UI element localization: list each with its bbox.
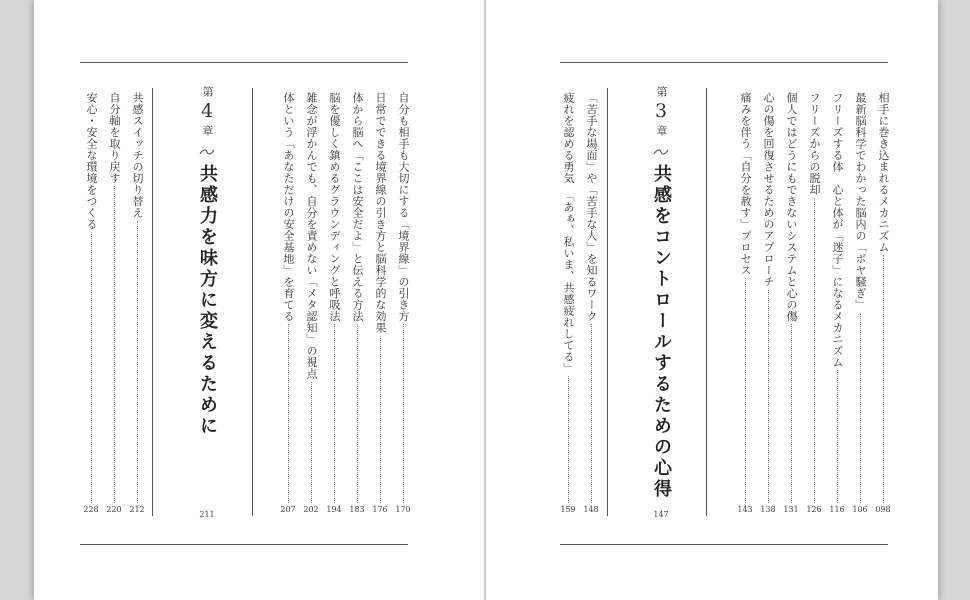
right-divider-2 [607,88,608,516]
chapter-4-heading[interactable] [192,86,222,437]
toc-entry[interactable] [561,92,575,515]
leader-dots [403,324,404,503]
toc-entry-page: 143 [737,505,753,514]
chapter-number: 4 [200,100,214,122]
toc-entry-page: 138 [760,505,776,514]
toc-entry-page: 202 [303,505,319,514]
toc-entry[interactable] [130,92,144,515]
leader-dots [137,221,138,504]
toc-entry-title: 心の傷を回復させるためのアプローチ [762,92,775,288]
toc-entry[interactable] [738,92,752,515]
leader-dots [591,324,592,503]
right-bottom-rule [560,544,888,545]
chapter-suffix: 章 [655,125,668,136]
toc-entry[interactable] [584,92,598,515]
toc-entry-title: 日常でできる境界線の引き方と脳科学的な効果 [374,92,387,334]
toc-entry[interactable] [876,92,890,515]
right-divider [706,88,707,516]
chapter-3-heading[interactable] [646,86,676,500]
toc-entry-page: 106 [852,505,868,514]
leader-dots [860,313,861,504]
toc-entry[interactable] [327,92,341,515]
toc-entry[interactable] [84,92,98,515]
toc-entry[interactable] [373,92,387,515]
toc-entry-page: 126 [806,505,822,514]
toc-entry-title: 疲れを認める勇気 「あぁ、私いま、共感疲れしてる」 [562,92,575,374]
chapter-prefix: 第 [201,86,214,97]
toc-entry-page: 212 [129,505,145,514]
chapter-prefix: 第 [655,86,668,97]
left-top-rule [80,62,408,63]
toc-entry-page: 220 [106,505,122,514]
toc-entry[interactable] [761,92,775,515]
toc-entry-title: 最新脳科学でわかった脳内の「ボヤ騒ぎ」 [854,92,867,311]
left-bottom-rule [80,544,408,545]
toc-entry[interactable] [281,92,295,515]
toc-entry[interactable] [830,92,844,515]
leader-dots [288,324,289,503]
toc-entry-title: 雑念が浮かんでも、自分を責めない「メタ認知」の視点 [305,92,318,380]
leader-dots [334,324,335,503]
chapter-suffix: 章 [201,125,214,136]
toc-entry-title: 相手に巻き込まれるメカニズム [877,92,890,253]
leader-dots [768,290,769,504]
left-divider [252,88,253,516]
leader-dots [791,324,792,503]
toc-entry-page: 228 [83,505,99,514]
chapter-4-page: 211 [199,510,215,519]
toc-entry[interactable] [807,92,821,515]
toc-entry-title: 安心・安全な環境をつくる [85,92,98,230]
toc-entry-page: 116 [829,505,845,514]
chapter-4-label [201,86,213,136]
chapter-4-title: 共感力を味方に変えるために [197,164,218,437]
toc-entry-page: 148 [583,505,599,514]
toc-entry-title: 痛みを伴う「自分を赦す」プロセス [739,92,752,276]
toc-entry[interactable] [853,92,867,515]
chapter-3-label [655,86,667,136]
leader-dots [311,382,312,504]
swash-ornament-icon [653,148,669,156]
toc-entry-title: 脳を優しく鎮めるグラウンディングと呼吸法 [328,92,341,322]
toc-entry-title: 自分軸を取り戻す [108,92,121,184]
left-divider-2 [152,88,153,516]
toc-entry-title: 共感スイッチの切り替え [131,92,144,219]
toc-entry-page: 159 [560,505,576,514]
toc-entry-title: フリーズする体 心と体が「迷子」になるメカニズム [831,92,844,368]
toc-entry-title: 体という「あなただけの安全基地」を育てる [282,92,295,322]
chapter-number: 3 [654,100,668,122]
toc-entry-title: 体から脳へ「ここは安全だよ」と伝える方法 [351,92,364,322]
toc-entry[interactable] [107,92,121,515]
toc-entry-page: 098 [875,505,891,514]
leader-dots [114,186,115,503]
toc-entry-title: 「苦手な場面」や「苦手な人」を知るワーク [585,92,598,322]
leader-dots [837,370,838,503]
chapter-3-title: 共感をコントロールするための心得 [651,164,672,500]
toc-entry[interactable] [396,92,410,515]
leader-dots [380,336,381,504]
leader-dots [568,376,569,503]
leader-dots [91,232,92,503]
toc-entry-page: 170 [395,505,411,514]
leader-dots [814,198,815,504]
toc-entry-title: 自分も相手も大切にする「境界線」の引き方 [397,92,410,322]
toc-entry-page: 194 [326,505,342,514]
toc-entry-page: 131 [783,505,799,514]
leader-dots [357,324,358,503]
toc-entry-page: 176 [372,505,388,514]
toc-entry-page: 183 [349,505,365,514]
toc-entry-title: フリーズからの脱却 [808,92,821,196]
toc-entry[interactable] [784,92,798,515]
leader-dots [745,278,746,503]
toc-entry-page: 207 [280,505,296,514]
leader-dots [883,255,884,503]
swash-ornament-icon [199,148,215,156]
toc-entry[interactable] [350,92,364,515]
right-top-rule [560,62,888,63]
toc-entry[interactable] [304,92,318,515]
chapter-3-page: 147 [653,510,669,519]
toc-entry-title: 個人ではどうにもできないシステムと心の傷 [785,92,798,322]
